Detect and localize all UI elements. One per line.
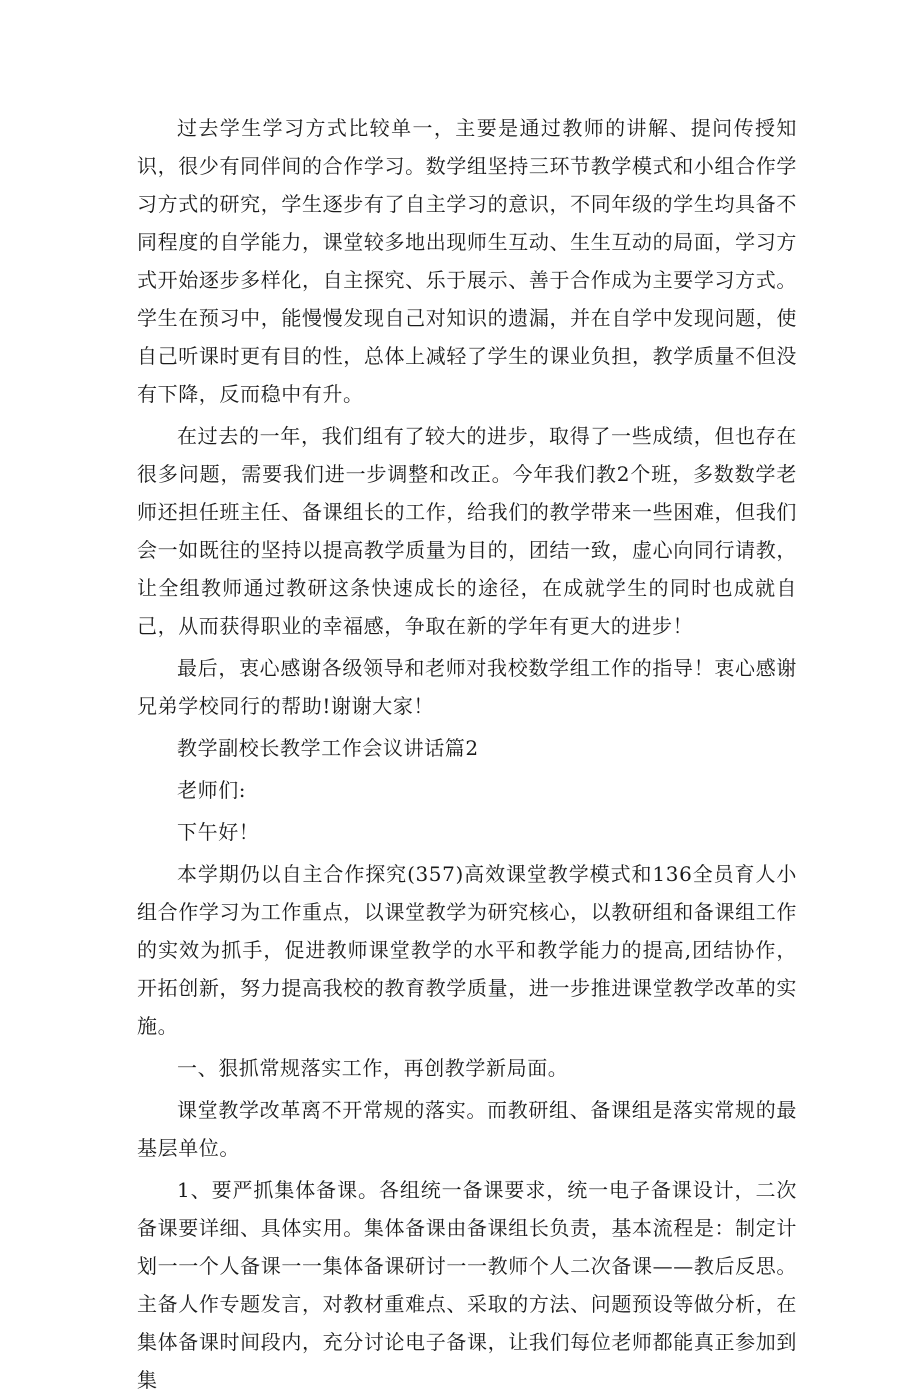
section-title: 教学副校长教学工作会议讲话篇2 bbox=[177, 736, 479, 760]
paragraph-classroom-reform: 课堂教学改革离不开常规的落实。而教研组、备课组是落实常规的最基层单位。 bbox=[137, 1098, 797, 1160]
document-body bbox=[137, 109, 797, 1399]
paragraph-student-learning: 过去学生学习方式比较单一，主要是通过教师的讲解、提问传授知识，很少有同伴间的合作学习。数学组坚持三环节教学模式和小组合作学习方式的研究，学生逐步有了自主学习的意识，不同年级的学生均具备不同程度的自学能力，课堂较多地出现师生互动、生生互动的局面，学习方式开始逐步多样化，自主探究、乐于展示、善于合作成为主要学习方式。学生在预习中，能慢慢发现自己对知识的遗漏，并在自学中发现问题，使自己听课时更有目的性，总体上减轻了学生的课业负担，教学质量不但没有下降，反而稳中有升。 bbox=[137, 116, 797, 406]
paragraph-thanks: 最后，衷心感谢各级领导和老师对我校数学组工作的指导！衷心感谢兄弟学校同行的帮助!谢谢大家！ bbox=[137, 656, 797, 718]
heading-routine-work: 一、狠抓常规落实工作，再创教学新局面。 bbox=[177, 1056, 569, 1080]
greeting: 下午好！ bbox=[177, 820, 260, 844]
paragraph-semester-focus: 本学期仍以自主合作探究(357)高效课堂教学模式和136全员育人小组合作学习为工作重点，以课堂教学为研究核心，以教研组和备课组工作的实效为抓手，促进教师课堂教学的水平和教学能力的提高,团结协作，开拓创新，努力提高我校的教育教学质量，进一步推进课堂教学改革的实施。 bbox=[137, 862, 797, 1038]
salutation: 老师们: bbox=[177, 778, 247, 802]
paragraph-past-year-progress: 在过去的一年，我们组有了较大的进步，取得了一些成绩，但也存在很多问题，需要我们进一步调整和改正。今年我们教2个班，多数数学老师还担任班主任、备课组长的工作，给我们的教学带来一些困难，但我们会一如既往的坚持以提高教学质量为目的，团结一致，虚心向同行请教，让全组教师通过教研这条快速成长的途径，在成就学生的同时也成就自己，从而获得职业的幸福感，争取在新的学年有更大的进步！ bbox=[137, 424, 797, 638]
paragraph-collective-preparation: 1、要严抓集体备课。各组统一备课要求，统一电子备课设计，二次备课要详细、具体实用。集体备课由备课组长负责，基本流程是：制定计划一一个人备课一一集体备课研讨一一教师个人二次备课——教后反思。主备人作专题发言，对教材重难点、采取的方法、问题预设等做分析，在集体备课时间段内，充分讨论电子备课，让我们每位老师都能真正参加到集 bbox=[137, 1178, 797, 1392]
